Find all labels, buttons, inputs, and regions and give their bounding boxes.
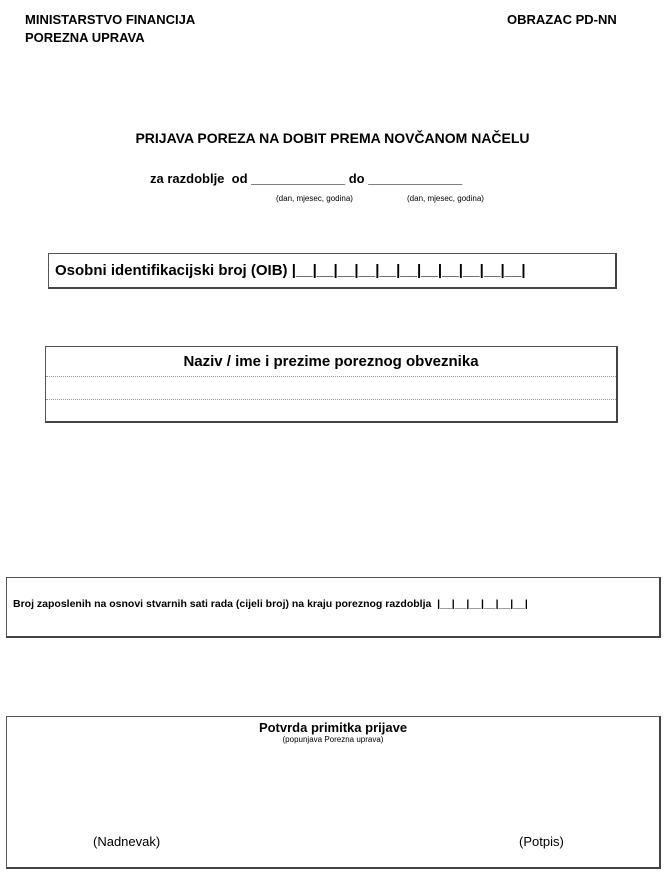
agency-name: POREZNA UPRAVA bbox=[25, 30, 145, 45]
form-code: OBRAZAC PD-NN bbox=[507, 12, 617, 27]
receipt-confirmation-section bbox=[6, 716, 661, 869]
receipt-title: Potvrda primitka prijave bbox=[258, 720, 408, 735]
taxpayer-name-line-2[interactable] bbox=[46, 400, 616, 422]
taxpayer-name-label: Naziv / ime i prezime poreznog obveznika bbox=[46, 347, 616, 377]
to-date-hint: (dan, mjesec, godina) bbox=[407, 194, 484, 203]
oib-field[interactable]: Osobni identifikacijski broj (OIB) |__|__|__|__|__|__|__|__|__|__|__| bbox=[48, 253, 617, 289]
from-date-hint: (dan, mjesec, godina) bbox=[276, 194, 353, 203]
receipt-subtitle: (popunjava Porezna uprava) bbox=[282, 735, 384, 744]
period-field[interactable]: za razdoblje od _____________ do _____________ bbox=[150, 171, 463, 186]
taxpayer-name-section bbox=[45, 346, 618, 423]
ministry-name: MINISTARSTVO FINANCIJA bbox=[25, 12, 196, 27]
taxpayer-name-line-1[interactable] bbox=[46, 377, 616, 400]
employee-count-field[interactable]: Broj zaposlenih na osnovi stvarnih sati rada (cijeli broj) na kraju poreznog razdoblja |__|__|__|__|__|__| bbox=[6, 577, 661, 638]
signature-label: (Potpis) bbox=[519, 834, 564, 849]
date-label: (Nadnevak) bbox=[93, 834, 161, 849]
form-title: PRIJAVA POREZA NA DOBIT PREMA NOVČANOM NAČELU bbox=[135, 130, 530, 146]
